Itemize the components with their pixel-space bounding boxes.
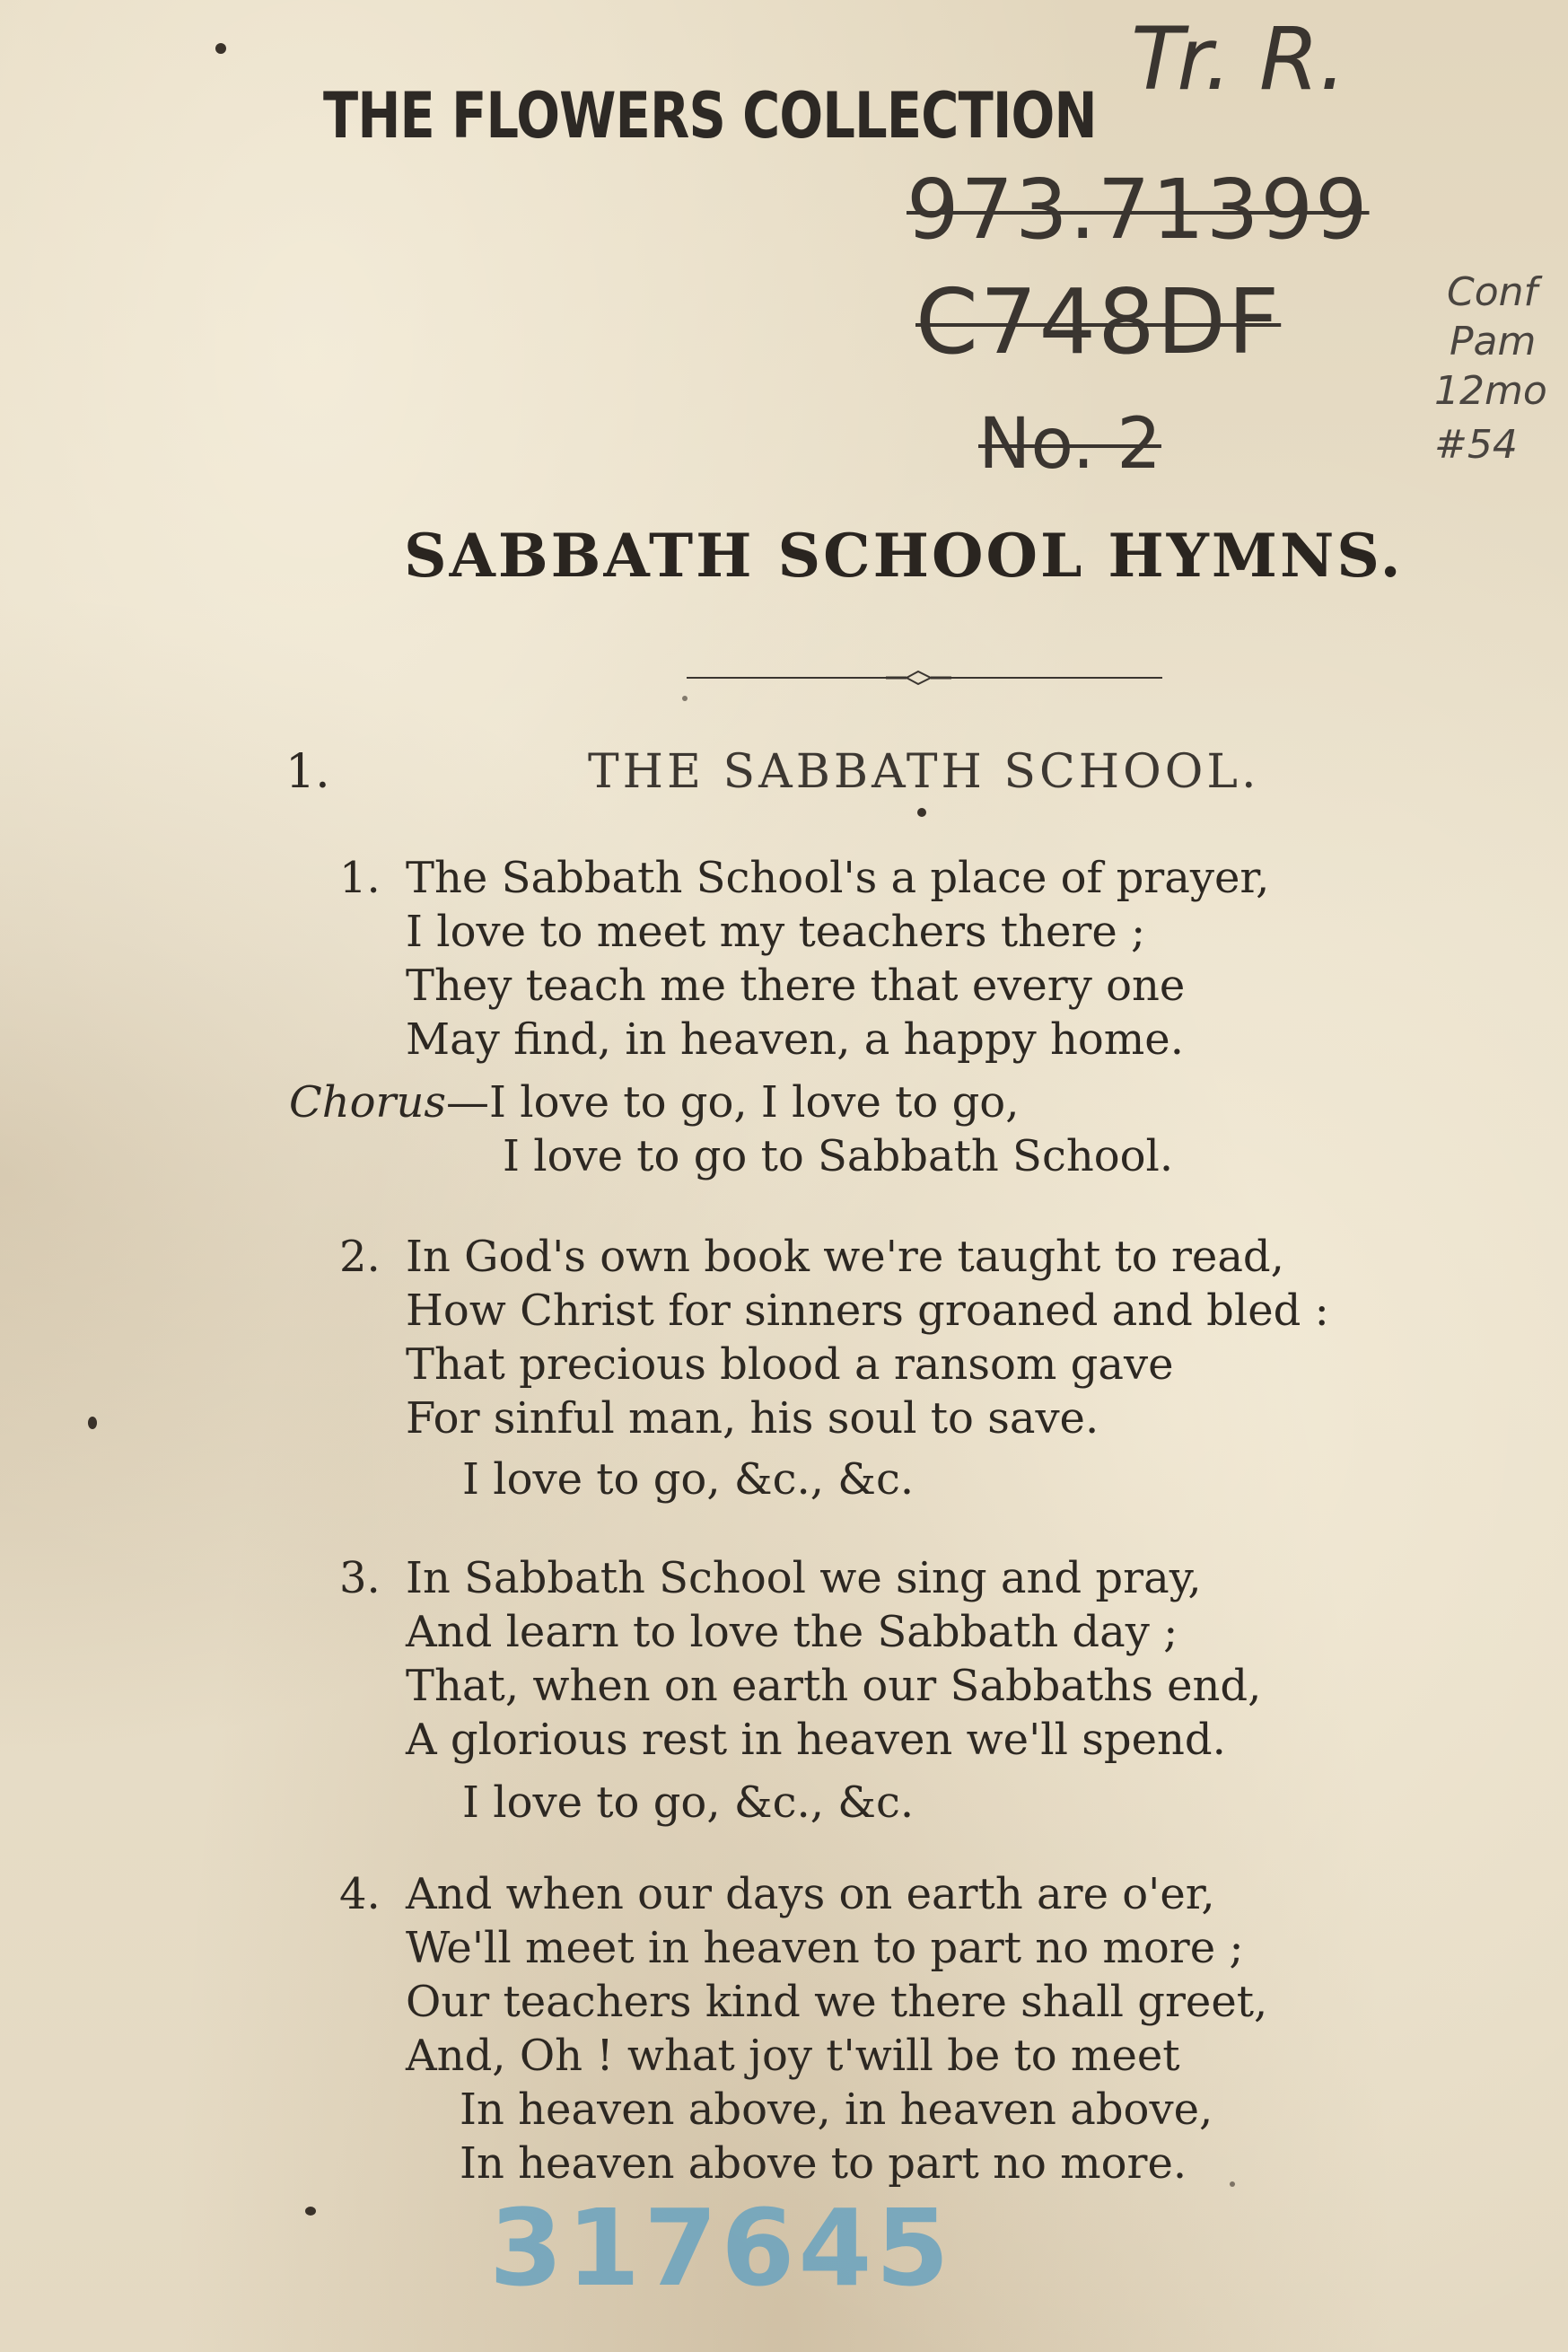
chorus-line-text: —I love to go, I love to go, — [446, 1077, 1020, 1128]
chorus-line — [289, 1075, 1019, 1129]
verse-line: We'll meet in heaven to part no more ; — [406, 1923, 1244, 1973]
paper-speck — [215, 43, 226, 54]
verse-line: For sinful man, his soul to save. — [406, 1393, 1099, 1444]
handwritten-call-number-3: No. 2 — [978, 404, 1161, 485]
catalog-number-stamp: 317645 — [489, 2186, 953, 2310]
verse-line: I love to meet my teachers there ; — [406, 907, 1146, 957]
verse-number: 4. — [339, 1869, 381, 1919]
chorus-label: Chorus — [289, 1077, 447, 1128]
verse-number: 1. — [339, 853, 381, 903]
verse-line: A glorious rest in heaven we'll spend. — [406, 1715, 1226, 1765]
margin-note: Conf — [1447, 269, 1538, 315]
verse-line: How Christ for sinners groaned and bled : — [406, 1286, 1329, 1336]
verse-line: In Sabbath School we sing and pray, — [406, 1553, 1202, 1603]
handwritten-top-right: Tr. R. — [1131, 9, 1347, 110]
paper-speck — [1230, 2181, 1235, 2187]
verse-line: The Sabbath School's a place of prayer, — [406, 853, 1270, 903]
hymn-title: THE SABBATH SCHOOL. — [588, 745, 1260, 799]
paper-speck — [88, 1417, 97, 1429]
verse-line: Our teachers kind we there shall greet, — [406, 1977, 1268, 2027]
refrain-line: I love to go, &c., &c. — [462, 1454, 915, 1505]
verse-line: And, Oh ! what joy t'will be to meet — [406, 2031, 1180, 2081]
handwritten-call-number-2: C748DF — [915, 269, 1282, 374]
chorus-line: I love to go to Sabbath School. — [503, 1131, 1174, 1181]
verse-line: May find, in heaven, a happy home. — [406, 1014, 1184, 1065]
refrain-line: I love to go, &c., &c. — [462, 1777, 915, 1828]
handwritten-call-number-1: 973.71399 — [907, 162, 1370, 258]
verse-line: In heaven above to part no more. — [460, 2138, 1187, 2189]
verse-line: In God's own book we're taught to read, — [406, 1232, 1284, 1282]
margin-note: 12mo — [1434, 368, 1547, 414]
verse-line: That precious blood a ransom gave — [406, 1339, 1174, 1390]
paper-speck — [305, 2207, 316, 2216]
verse-number: 2. — [339, 1232, 381, 1282]
verse-number: 3. — [339, 1553, 381, 1603]
margin-note: #54 — [1434, 422, 1518, 468]
ornament-divider — [687, 664, 1162, 691]
verse-line: They teach me there that every one — [406, 961, 1186, 1011]
verse-line: In heaven above, in heaven above, — [460, 2084, 1213, 2135]
paper-speck — [917, 808, 926, 817]
margin-note: Pam — [1450, 319, 1537, 364]
paper-speck — [682, 696, 688, 701]
verse-line: And learn to love the Sabbath day ; — [406, 1607, 1178, 1657]
verse-line: And when our days on earth are o'er, — [406, 1869, 1215, 1919]
verse-line: That, when on earth our Sabbaths end, — [406, 1661, 1262, 1711]
page-title: SABBATH SCHOOL HYMNS. — [404, 521, 1404, 591]
collection-stamp: THE FLOWERS COLLECTION — [323, 79, 1097, 153]
hymn-number: 1. — [285, 745, 330, 799]
